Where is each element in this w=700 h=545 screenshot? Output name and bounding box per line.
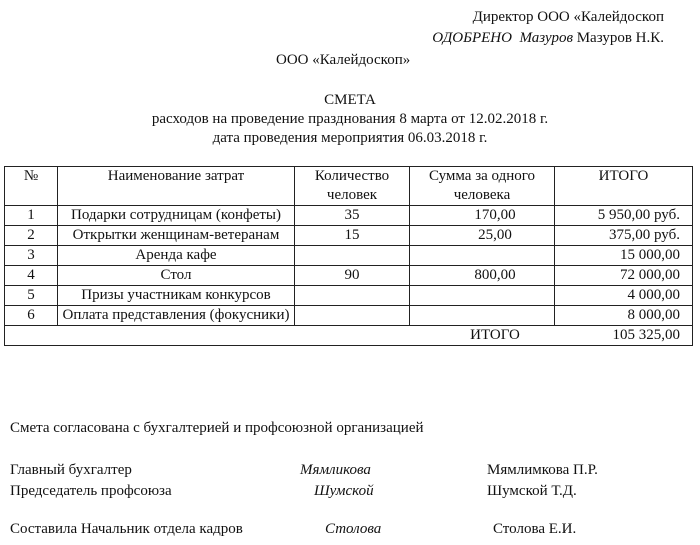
row-price: 25,00 (410, 226, 555, 246)
row-total: 4 000,00 (555, 286, 693, 306)
table-row (5, 226, 693, 246)
table-header-row (5, 167, 693, 206)
row-price: 800,00 (410, 266, 555, 286)
event-date: дата проведения мероприятия 06.03.2018 г. (212, 130, 488, 146)
row-price (410, 286, 555, 306)
director-signature: Мазуров (519, 30, 573, 46)
table-row (5, 266, 693, 286)
table-row (5, 286, 693, 306)
row-total: 375,00 руб. (555, 226, 693, 246)
row-name: Оплата представления (фокусники) (58, 306, 295, 326)
total-empty-cell (5, 326, 58, 346)
total-empty-cell (295, 326, 410, 346)
total-empty-cell (58, 326, 295, 346)
row-qty: 15 (295, 226, 410, 246)
approved-word: ОДОБРЕНО (432, 30, 512, 46)
row-num: 4 (5, 266, 58, 286)
total-value: 105 325,00 (555, 326, 693, 346)
header-qty: Количество человек (295, 167, 410, 206)
row-price (410, 306, 555, 326)
row-name: Подарки сотрудницам (конфеты) (58, 206, 295, 226)
header-total: ИТОГО (555, 167, 693, 206)
row-price (410, 246, 555, 266)
director-name: Мазуров Н.К. (576, 30, 664, 46)
signatory-name: Столова Е.И. (493, 521, 577, 537)
row-total: 72 000,00 (555, 266, 693, 286)
row-num: 1 (5, 206, 58, 226)
org-name: ООО «Калейдоскоп» (276, 52, 411, 68)
header-name: Наименование затрат (58, 167, 295, 206)
signatory-signature: Столова (325, 521, 382, 537)
table-row (5, 306, 693, 326)
row-qty: 35 (295, 206, 410, 226)
row-qty (295, 306, 410, 326)
row-name: Стол (58, 266, 295, 286)
row-name: Открытки женщинам-ветеранам (58, 226, 295, 246)
estimate-table (4, 166, 693, 346)
row-name: Призы участникам конкурсов (58, 286, 295, 306)
row-num: 3 (5, 246, 58, 266)
signatory-role: Главный бухгалтер (10, 462, 132, 478)
signatory-signature: Шумской (314, 483, 374, 499)
document-title: СМЕТА (324, 92, 376, 108)
signatory-role: Составила Начальник отдела кадров (10, 521, 243, 537)
signatory-name: Шумской Т.Д. (487, 483, 577, 499)
approval-line (432, 29, 664, 48)
table-row (5, 206, 693, 226)
row-name: Аренда кафе (58, 246, 295, 266)
signatory-name: Мямлимкова П.Р. (487, 462, 598, 478)
header-num: № (5, 167, 58, 206)
document-subtitle: расходов на проведение празднования 8 марта от 12.02.2018 г. (151, 111, 549, 127)
signatory-signature: Мямликова (300, 462, 371, 478)
signatory-role: Председатель профсоюза (10, 483, 172, 499)
table-total-row (5, 326, 693, 346)
agreed-note: Смета согласована с бухгалтерией и профсоюзной организацией (10, 420, 424, 436)
row-num: 5 (5, 286, 58, 306)
row-qty: 90 (295, 266, 410, 286)
row-total: 15 000,00 (555, 246, 693, 266)
row-qty (295, 286, 410, 306)
approval-position: Директор ООО «Калейдоскоп (472, 9, 664, 25)
table-row (5, 246, 693, 266)
row-price: 170,00 (410, 206, 555, 226)
row-total: 8 000,00 (555, 306, 693, 326)
row-num: 6 (5, 306, 58, 326)
header-price: Сумма за одного человека (410, 167, 555, 206)
row-num: 2 (5, 226, 58, 246)
row-qty (295, 246, 410, 266)
total-label: ИТОГО (410, 326, 555, 346)
row-total: 5 950,00 руб. (555, 206, 693, 226)
